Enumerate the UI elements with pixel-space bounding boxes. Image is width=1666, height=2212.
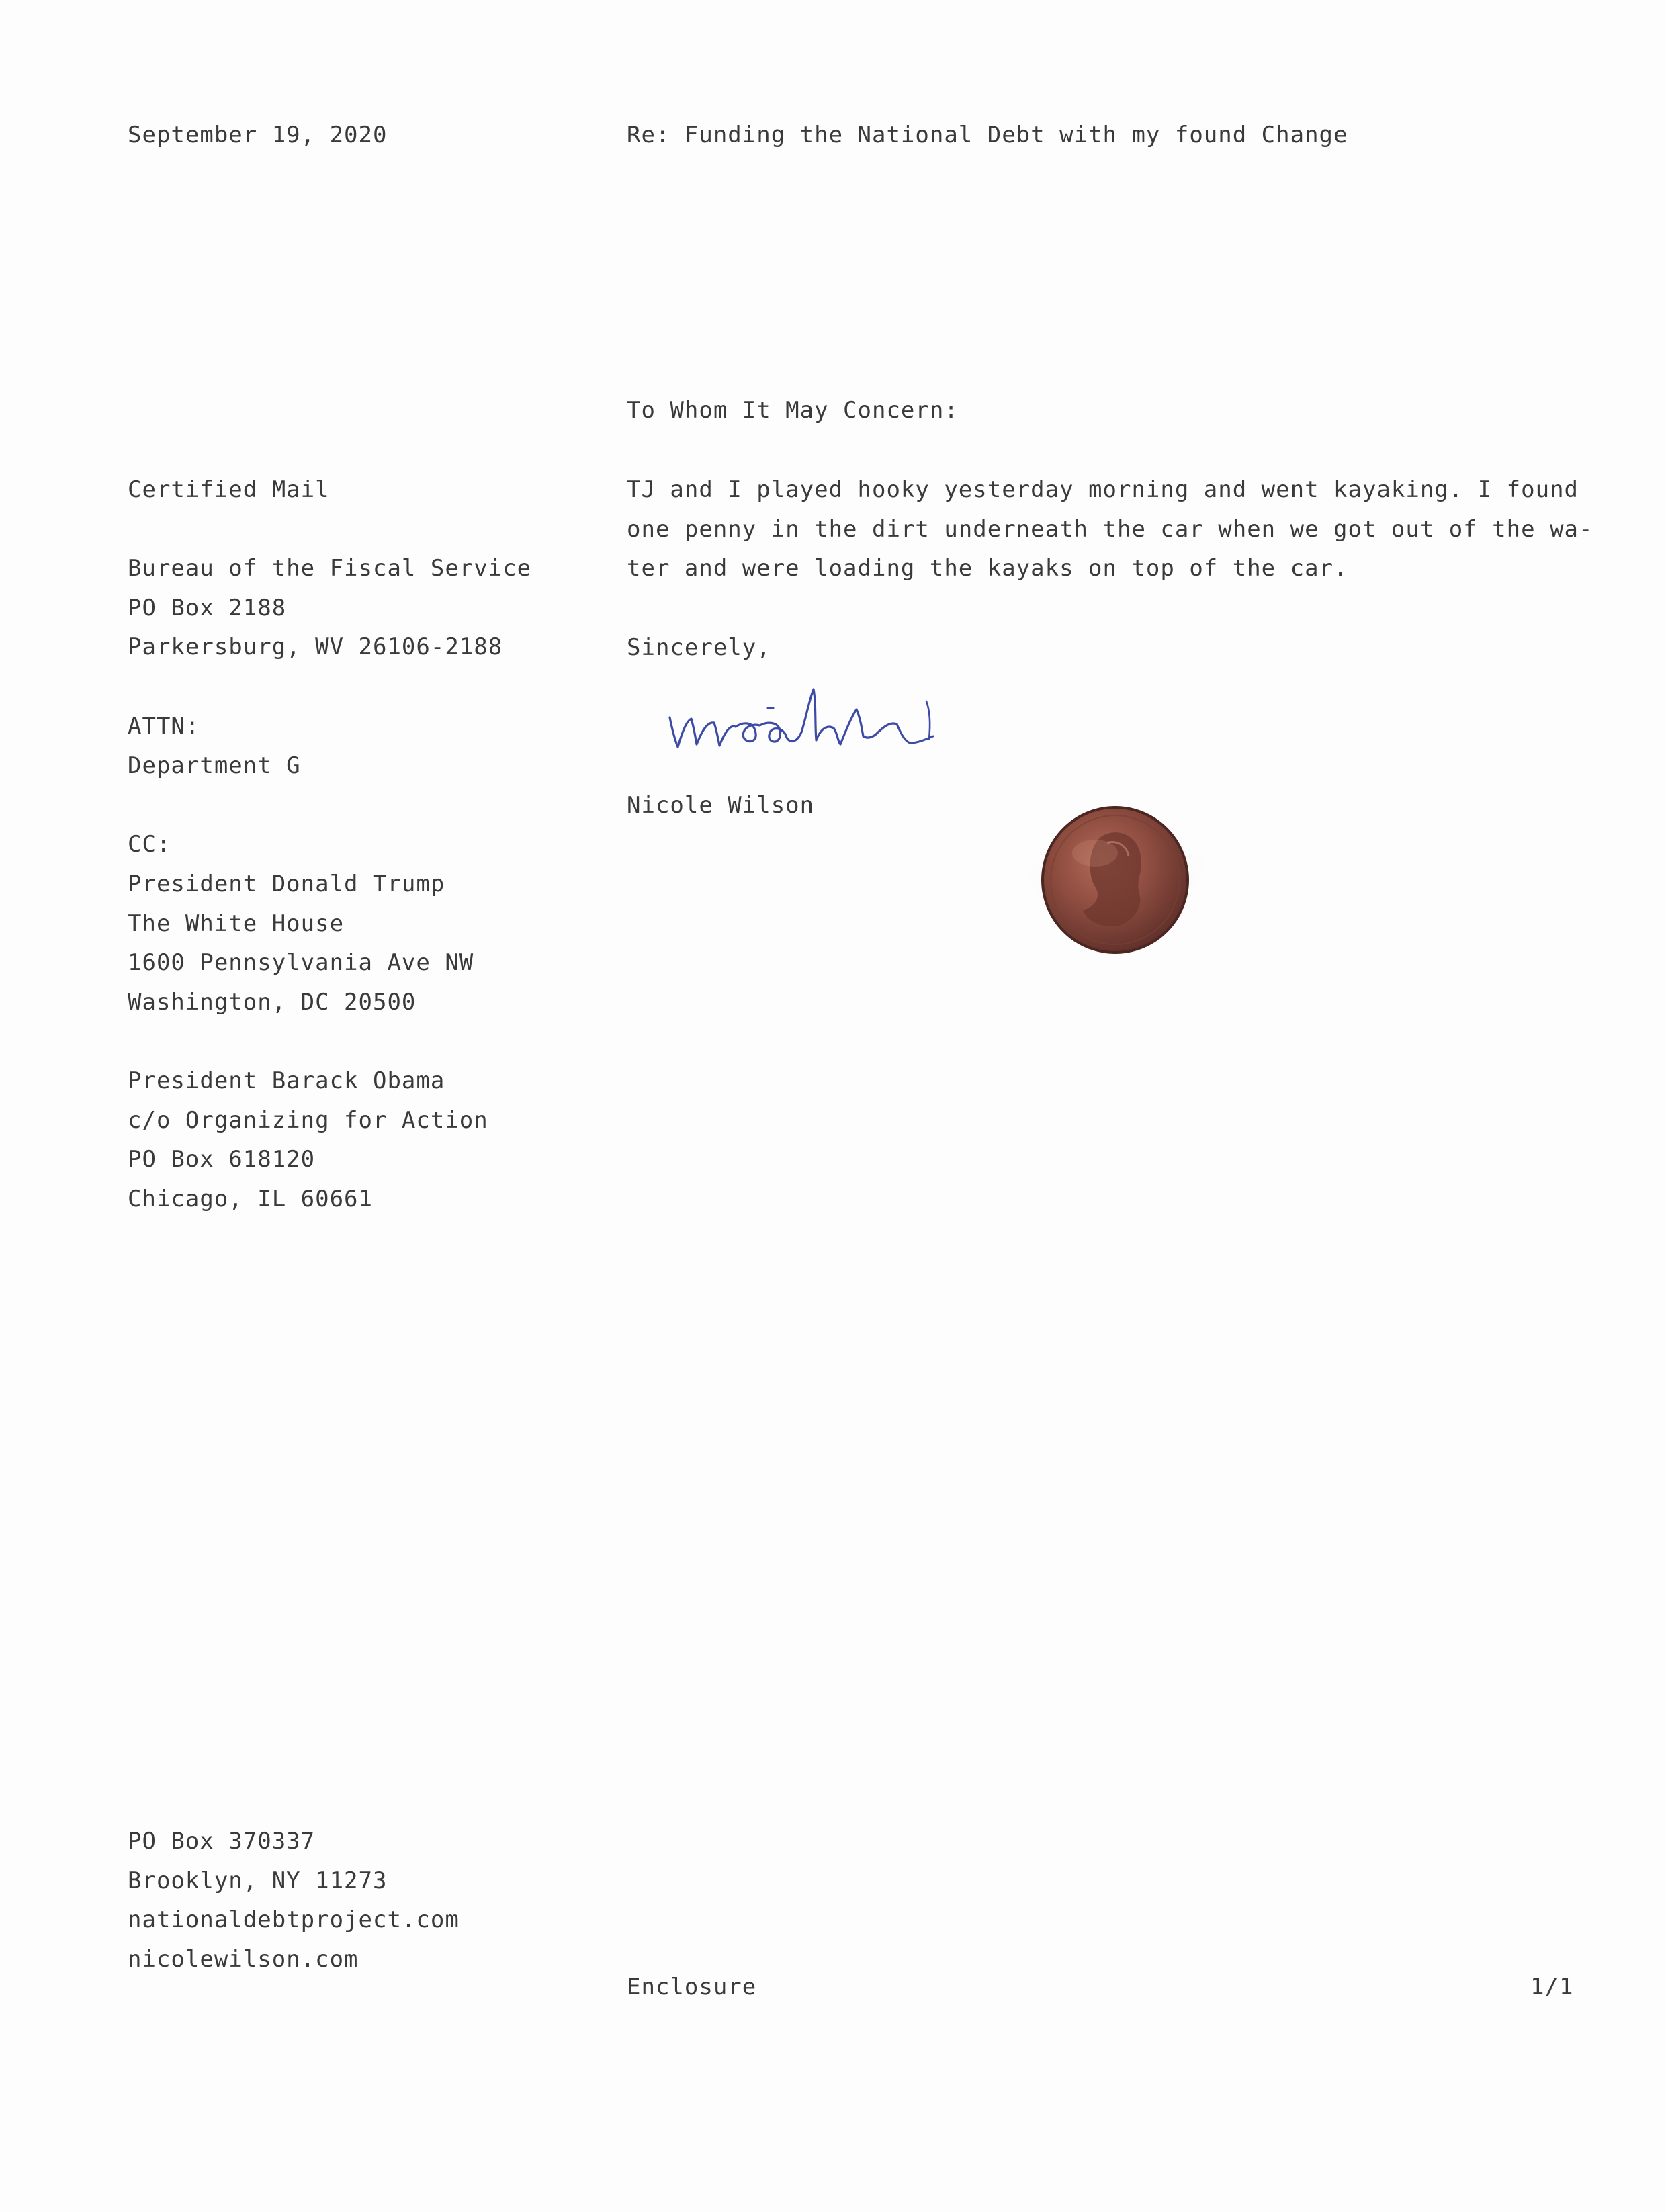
address-line: Brooklyn, NY 11273 (128, 1867, 388, 1894)
attn-department: Department G (128, 752, 301, 779)
website-link: nicolewilson.com (128, 1945, 359, 1973)
salutation: To Whom It May Concern: (627, 397, 959, 424)
cc-address-2 (128, 1061, 488, 1219)
address-line: Parkersburg, WV 26106-2188 (128, 633, 503, 660)
closing: Sincerely, (627, 634, 771, 661)
page-number: 1/1 (1530, 1974, 1574, 2000)
recipient-address (128, 549, 531, 667)
penny-image (1001, 772, 1256, 994)
handwritten-signature (655, 672, 1004, 766)
address-line: Chicago, IL 60661 (128, 1185, 373, 1212)
enclosure-label: Enclosure (627, 1974, 757, 2000)
signer-name: Nicole Wilson (627, 792, 815, 819)
cc-address-1 (128, 865, 474, 1022)
address-line: President Barack Obama (128, 1067, 445, 1094)
website-link: nationaldebtproject.com (128, 1906, 459, 1933)
address-line: PO Box 370337 (128, 1828, 316, 1855)
mail-type: Certified Mail (128, 476, 330, 503)
address-line: PO Box 2188 (128, 594, 287, 621)
letter-body (627, 470, 1593, 588)
address-line: President Donald Trump (128, 871, 445, 897)
address-line: c/o Organizing for Action (128, 1106, 488, 1134)
attention-block (128, 707, 301, 785)
subject-line: Re: Funding the National Debt with my found Change (627, 122, 1348, 148)
address-line: PO Box 618120 (128, 1146, 316, 1173)
cc-label: CC: (128, 831, 171, 858)
address-line: 1600 Pennsylvania Ave NW (128, 949, 474, 976)
body-line: ter and were loading the kayaks on top of the car. (627, 555, 1348, 582)
address-line: The White House (128, 910, 345, 937)
letter-date: September 19, 2020 (128, 122, 388, 148)
sender-address (128, 1822, 459, 1979)
address-line: Washington, DC 20500 (128, 988, 416, 1016)
address-line: Bureau of the Fiscal Service (128, 555, 532, 582)
body-line: TJ and I played hooky yesterday morning and went kayaking. I found (627, 476, 1579, 503)
attn-label: ATTN: (128, 713, 200, 740)
body-line: one penny in the dirt underneath the car when we got out of the wa- (627, 515, 1593, 543)
